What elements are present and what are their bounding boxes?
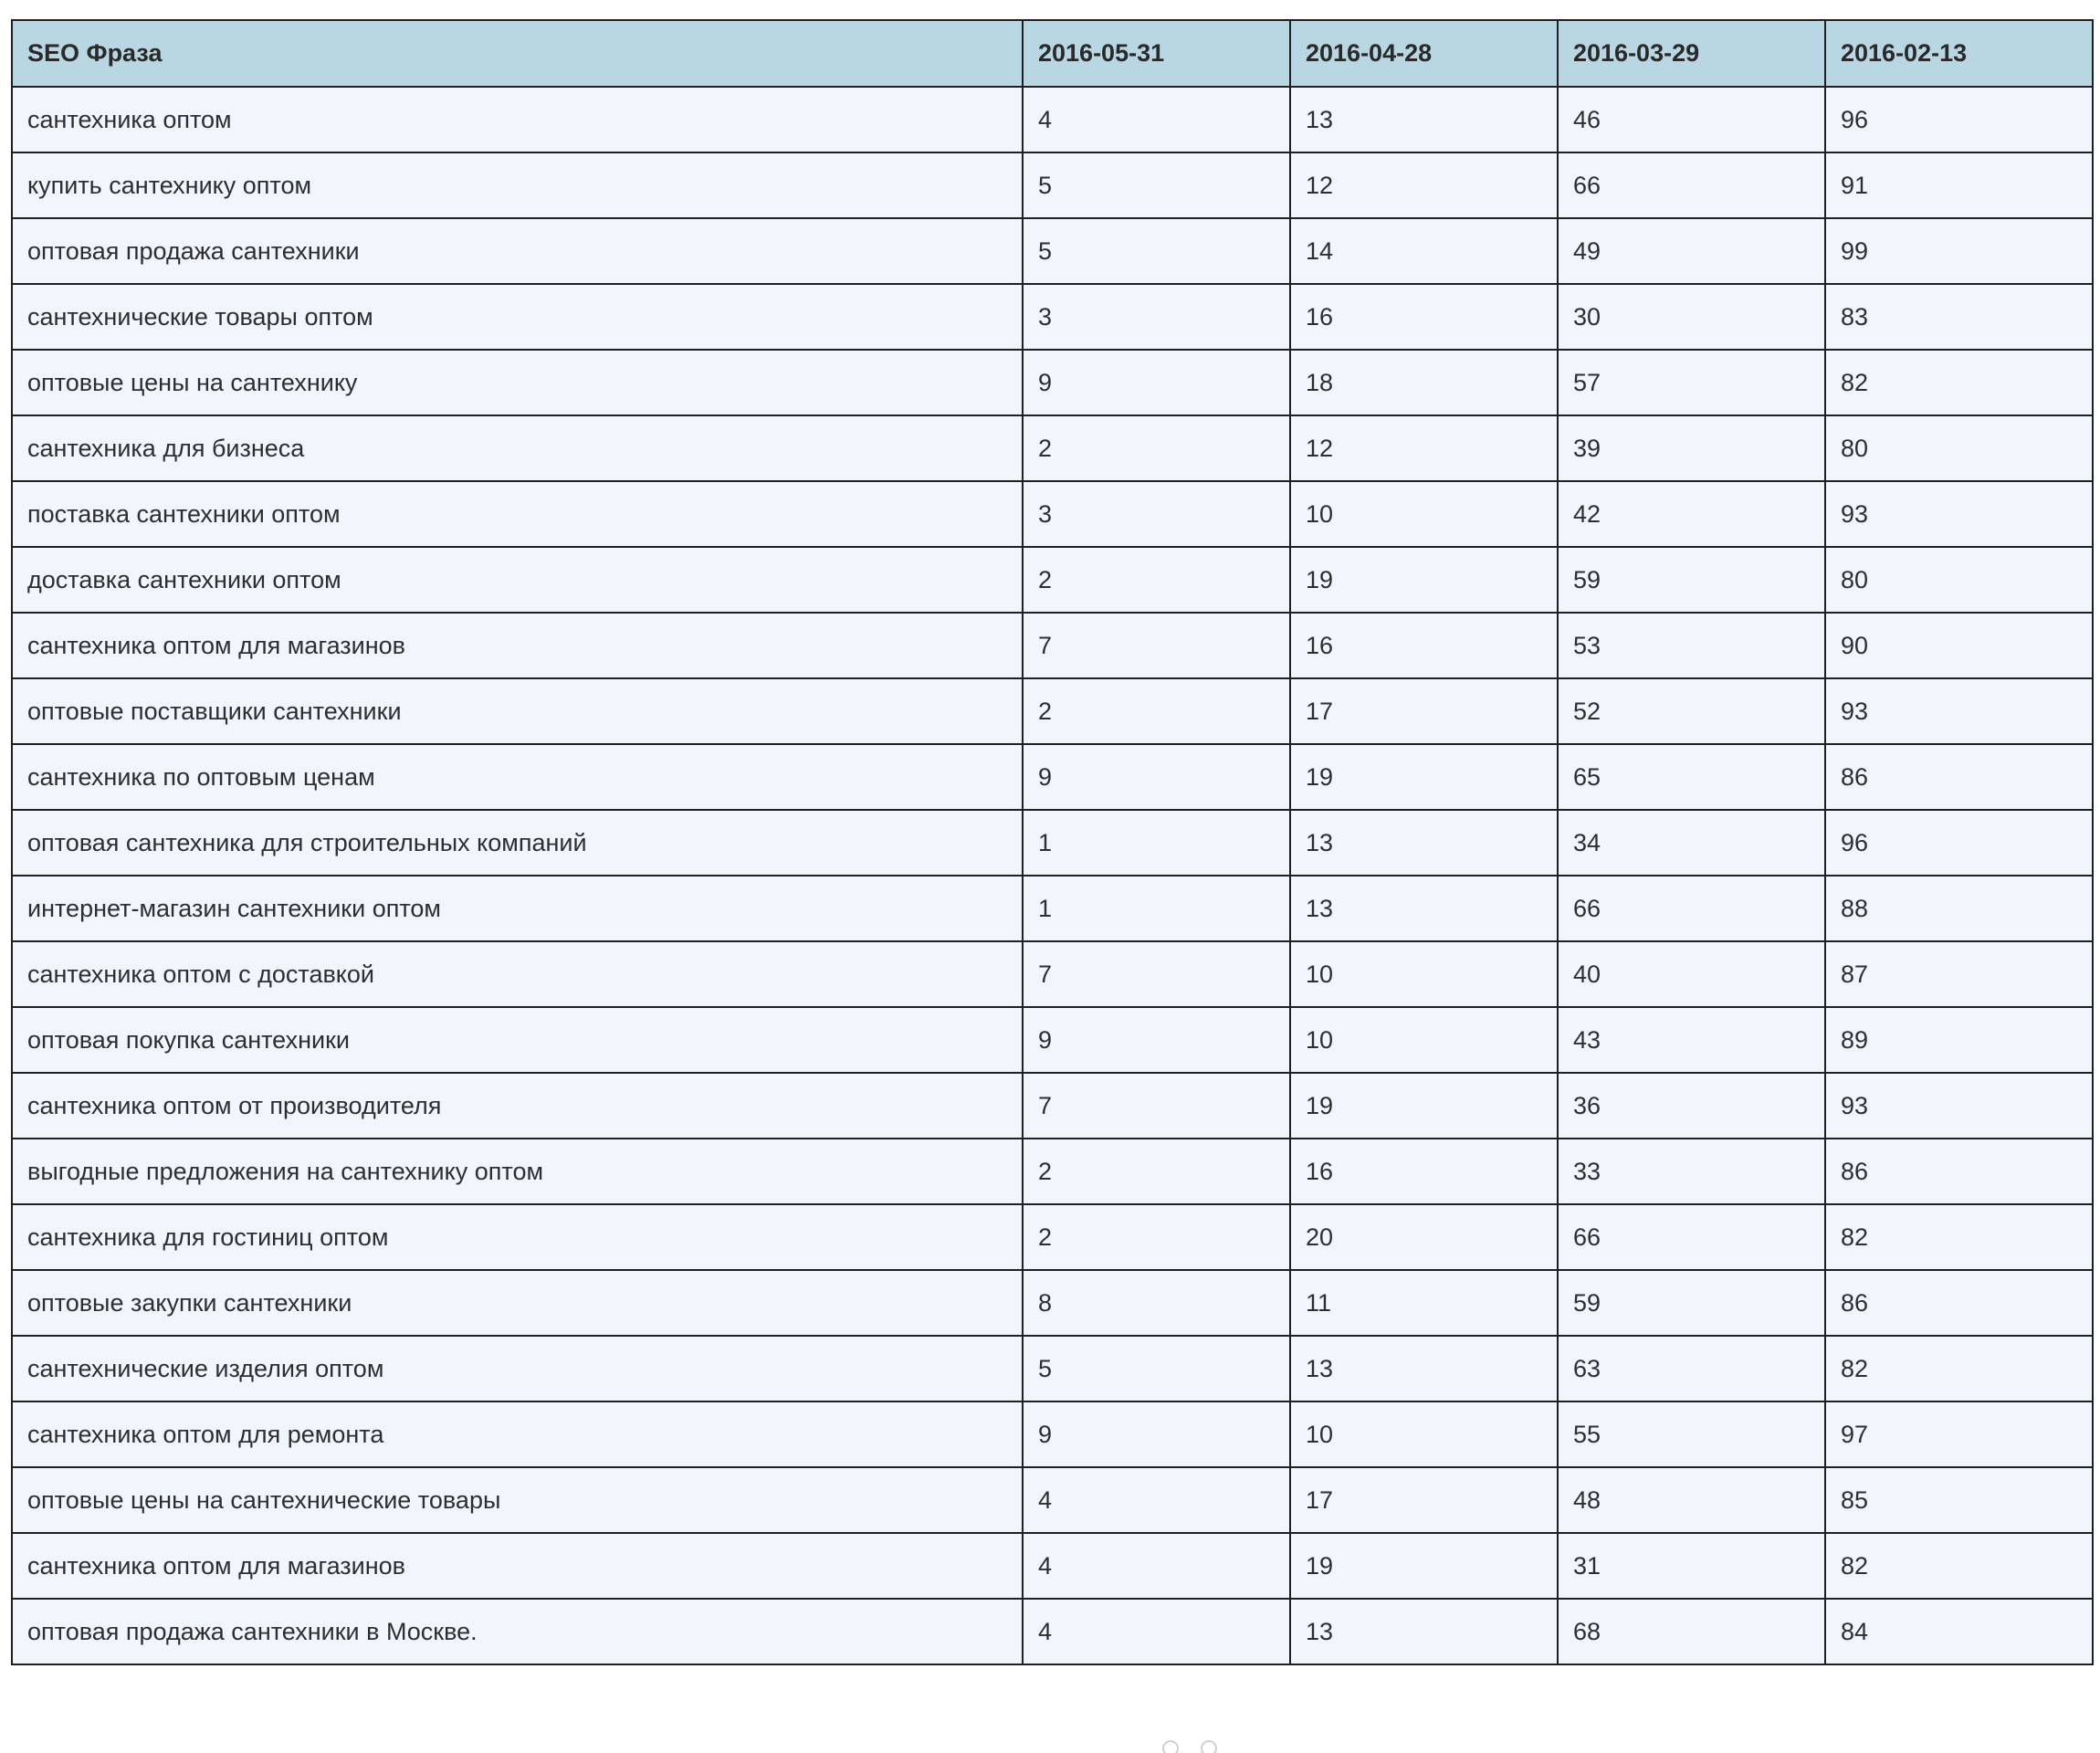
cell-position: 3: [1023, 481, 1290, 547]
cell-position: 16: [1290, 613, 1558, 678]
table-row: [12, 1401, 2093, 1467]
table-row: [12, 810, 2093, 876]
cell-position: 10: [1290, 481, 1558, 547]
cell-seo-phrase: сантехника оптом для ремонта: [12, 1401, 1023, 1467]
cell-position: 59: [1558, 1270, 1825, 1336]
cell-position: 34: [1558, 810, 1825, 876]
column-header-date: 2016-05-31: [1023, 20, 1290, 87]
cell-position: 36: [1558, 1073, 1825, 1139]
cell-position: 9: [1023, 1401, 1290, 1467]
cell-seo-phrase: выгодные предложения на сантехнику оптом: [12, 1139, 1023, 1204]
cell-position: 2: [1023, 1204, 1290, 1270]
cell-position: 13: [1290, 876, 1558, 941]
cell-position: 19: [1290, 1533, 1558, 1599]
table-row: [12, 284, 2093, 350]
cell-position: 20: [1290, 1204, 1558, 1270]
cell-position: 59: [1558, 547, 1825, 613]
column-header-date: 2016-03-29: [1558, 20, 1825, 87]
table-row: [12, 1204, 2093, 1270]
cell-position: 43: [1558, 1007, 1825, 1073]
cell-position: 84: [1825, 1599, 2093, 1664]
cell-position: 96: [1825, 810, 2093, 876]
cell-position: 5: [1023, 218, 1290, 284]
cell-position: 87: [1825, 941, 2093, 1007]
table-row: [12, 481, 2093, 547]
column-header-seo-phrase: SEO Фраза: [12, 20, 1023, 87]
cell-position: 63: [1558, 1336, 1825, 1401]
cell-position: 86: [1825, 1139, 2093, 1204]
cell-position: 83: [1825, 284, 2093, 350]
cell-position: 4: [1023, 1533, 1290, 1599]
cell-position: 1: [1023, 876, 1290, 941]
cell-position: 13: [1290, 1336, 1558, 1401]
cell-position: 66: [1558, 152, 1825, 218]
cell-seo-phrase: сантехника оптом от производителя: [12, 1073, 1023, 1139]
cell-position: 31: [1558, 1533, 1825, 1599]
cell-seo-phrase: сантехнические изделия оптом: [12, 1336, 1023, 1401]
cell-position: 85: [1825, 1467, 2093, 1533]
cell-position: 66: [1558, 876, 1825, 941]
table-row: [12, 1599, 2093, 1664]
cell-seo-phrase: сантехнические товары оптом: [12, 284, 1023, 350]
bottom-decoration: [1146, 1740, 1228, 1753]
cell-position: 48: [1558, 1467, 1825, 1533]
table-row: [12, 1139, 2093, 1204]
cell-position: 49: [1558, 218, 1825, 284]
cell-position: 9: [1023, 1007, 1290, 1073]
cell-position: 66: [1558, 1204, 1825, 1270]
column-header-date: 2016-02-13: [1825, 20, 2093, 87]
cell-position: 10: [1290, 1401, 1558, 1467]
cell-position: 80: [1825, 415, 2093, 481]
table-row: [12, 876, 2093, 941]
cell-seo-phrase: поставка сантехники оптом: [12, 481, 1023, 547]
table-row: [12, 1007, 2093, 1073]
cell-position: 82: [1825, 1204, 2093, 1270]
cell-seo-phrase: сантехника для бизнеса: [12, 415, 1023, 481]
table-row: [12, 547, 2093, 613]
cell-position: 17: [1290, 678, 1558, 744]
cell-position: 5: [1023, 1336, 1290, 1401]
table-row: [12, 218, 2093, 284]
cell-position: 11: [1290, 1270, 1558, 1336]
cell-position: 7: [1023, 613, 1290, 678]
cell-position: 13: [1290, 810, 1558, 876]
cell-seo-phrase: оптовые закупки сантехники: [12, 1270, 1023, 1336]
cell-seo-phrase: оптовая покупка сантехники: [12, 1007, 1023, 1073]
cell-seo-phrase: сантехника оптом: [12, 87, 1023, 152]
cell-position: 4: [1023, 87, 1290, 152]
cell-position: 2: [1023, 415, 1290, 481]
table-row: [12, 87, 2093, 152]
cell-seo-phrase: интернет-магазин сантехники оптом: [12, 876, 1023, 941]
cell-position: 30: [1558, 284, 1825, 350]
cell-position: 16: [1290, 284, 1558, 350]
table-row: [12, 1270, 2093, 1336]
cell-position: 96: [1825, 87, 2093, 152]
cell-position: 97: [1825, 1401, 2093, 1467]
cell-seo-phrase: сантехника по оптовым ценам: [12, 744, 1023, 810]
cell-position: 7: [1023, 941, 1290, 1007]
cell-seo-phrase: оптовая продажа сантехники: [12, 218, 1023, 284]
table-row: [12, 1467, 2093, 1533]
cell-seo-phrase: доставка сантехники оптом: [12, 547, 1023, 613]
cell-position: 82: [1825, 350, 2093, 415]
cell-position: 80: [1825, 547, 2093, 613]
table-header-row: [12, 20, 2093, 87]
cell-position: 86: [1825, 744, 2093, 810]
cell-position: 55: [1558, 1401, 1825, 1467]
cell-position: 65: [1558, 744, 1825, 810]
table-row: [12, 1073, 2093, 1139]
cell-position: 1: [1023, 810, 1290, 876]
table-row: [12, 1336, 2093, 1401]
cell-position: 17: [1290, 1467, 1558, 1533]
cell-position: 3: [1023, 284, 1290, 350]
cell-position: 12: [1290, 415, 1558, 481]
cell-position: 93: [1825, 678, 2093, 744]
cell-position: 42: [1558, 481, 1825, 547]
cell-position: 2: [1023, 547, 1290, 613]
table-row: [12, 613, 2093, 678]
cell-position: 12: [1290, 152, 1558, 218]
cell-position: 88: [1825, 876, 2093, 941]
cell-seo-phrase: оптовая продажа сантехники в Москве.: [12, 1599, 1023, 1664]
cell-position: 52: [1558, 678, 1825, 744]
circle-icon: [1201, 1740, 1217, 1753]
cell-position: 53: [1558, 613, 1825, 678]
cell-position: 14: [1290, 218, 1558, 284]
cell-position: 89: [1825, 1007, 2093, 1073]
cell-position: 16: [1290, 1139, 1558, 1204]
column-header-date: 2016-04-28: [1290, 20, 1558, 87]
cell-seo-phrase: сантехника оптом с доставкой: [12, 941, 1023, 1007]
cell-seo-phrase: оптовые цены на сантехнические товары: [12, 1467, 1023, 1533]
cell-position: 39: [1558, 415, 1825, 481]
cell-seo-phrase: сантехника для гостиниц оптом: [12, 1204, 1023, 1270]
cell-seo-phrase: оптовая сантехника для строительных компаний: [12, 810, 1023, 876]
table-row: [12, 152, 2093, 218]
cell-position: 10: [1290, 1007, 1558, 1073]
circle-icon: [1162, 1740, 1179, 1753]
cell-position: 4: [1023, 1467, 1290, 1533]
cell-position: 40: [1558, 941, 1825, 1007]
cell-position: 7: [1023, 1073, 1290, 1139]
cell-position: 46: [1558, 87, 1825, 152]
cell-position: 8: [1023, 1270, 1290, 1336]
cell-position: 91: [1825, 152, 2093, 218]
seo-phrase-table: [11, 19, 2094, 1665]
cell-seo-phrase: сантехника оптом для магазинов: [12, 613, 1023, 678]
cell-position: 2: [1023, 1139, 1290, 1204]
cell-position: 93: [1825, 1073, 2093, 1139]
cell-position: 9: [1023, 350, 1290, 415]
table-row: [12, 1533, 2093, 1599]
cell-position: 93: [1825, 481, 2093, 547]
cell-position: 33: [1558, 1139, 1825, 1204]
cell-seo-phrase: сантехника оптом для магазинов: [12, 1533, 1023, 1599]
cell-position: 19: [1290, 547, 1558, 613]
cell-position: 13: [1290, 87, 1558, 152]
table-row: [12, 415, 2093, 481]
cell-position: 19: [1290, 744, 1558, 810]
cell-position: 90: [1825, 613, 2093, 678]
cell-position: 2: [1023, 678, 1290, 744]
cell-position: 57: [1558, 350, 1825, 415]
table-row: [12, 350, 2093, 415]
cell-position: 82: [1825, 1336, 2093, 1401]
cell-position: 82: [1825, 1533, 2093, 1599]
table-row: [12, 678, 2093, 744]
cell-position: 86: [1825, 1270, 2093, 1336]
cell-seo-phrase: оптовые поставщики сантехники: [12, 678, 1023, 744]
cell-position: 19: [1290, 1073, 1558, 1139]
cell-position: 4: [1023, 1599, 1290, 1664]
cell-position: 18: [1290, 350, 1558, 415]
cell-seo-phrase: оптовые цены на сантехнику: [12, 350, 1023, 415]
cell-position: 13: [1290, 1599, 1558, 1664]
cell-position: 5: [1023, 152, 1290, 218]
cell-position: 9: [1023, 744, 1290, 810]
cell-position: 99: [1825, 218, 2093, 284]
cell-position: 68: [1558, 1599, 1825, 1664]
table-row: [12, 744, 2093, 810]
cell-seo-phrase: купить сантехнику оптом: [12, 152, 1023, 218]
table-row: [12, 941, 2093, 1007]
cell-position: 10: [1290, 941, 1558, 1007]
